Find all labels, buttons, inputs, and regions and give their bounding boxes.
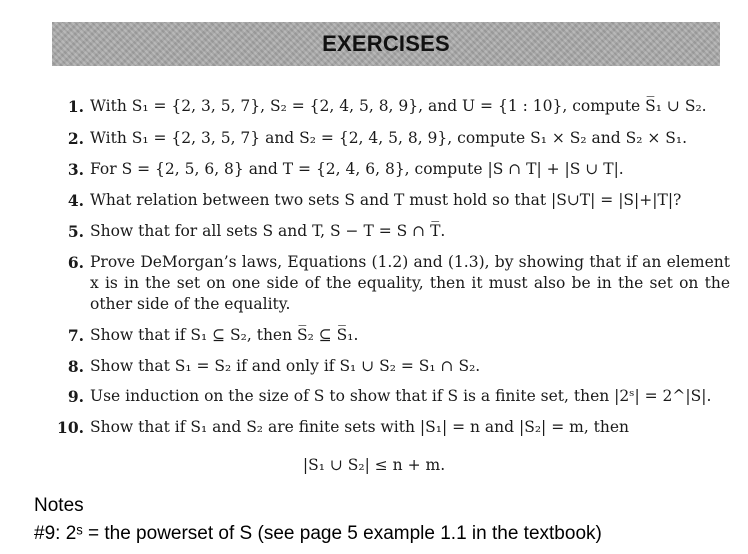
exercise-text: Show that if S₁ ⊆ S₂, then S̅₂ ⊆ S̅₁. [90, 326, 359, 344]
exercise-text: For S = {2, 5, 6, 8} and T = {2, 4, 6, 8}, compute |S ∩ T| + |S ∪ T|. [90, 160, 624, 178]
exercise-2 [40, 128, 730, 149]
exercise-8 [40, 356, 730, 377]
exercise-4 [40, 190, 730, 211]
exercise-number: 3. [67, 160, 84, 179]
exercise-number: 9. [67, 387, 84, 406]
exercise-text: Prove DeMorgan’s laws, Equations (1.2) and (1.3), by showing that if an element x is in the set on one side of the equality, then it must also be in the set on the other side of the equality. [90, 253, 730, 313]
exercise-text: Show that S₁ = S₂ if and only if S₁ ∪ S₂ = S₁ ∩ S₂. [90, 357, 481, 375]
exercise-7 [40, 325, 730, 346]
exercise-text: What relation between two sets S and T must hold so that |S∪T| = |S|+|T|? [90, 191, 682, 209]
exercise-number: 4. [67, 191, 84, 210]
exercise-3 [40, 159, 730, 180]
exercise-6 [40, 252, 730, 315]
exercises-banner [52, 22, 720, 66]
exercise-number: 7. [67, 326, 84, 345]
exercise-text: Use induction on the size of S to show that if S is a finite set, then |2ˢ| = 2^|S|. [90, 387, 712, 405]
exercise-number: 2. [67, 129, 84, 148]
exercise-number: 6. [67, 253, 84, 272]
exercise-number: 1. [67, 97, 84, 116]
exercise-10-formula: |S₁ ∪ S₂| ≤ n + m. [302, 456, 446, 474]
exercise-text: Show that if S₁ and S₂ are finite sets with |S₁| = n and |S₂| = m, then [90, 418, 630, 436]
exercise-9 [40, 386, 730, 407]
notes-item: #9: 2ˢ = the powerset of S (see page 5 example 1.1 in the textbook) [34, 523, 602, 544]
exercise-5 [40, 221, 730, 242]
exercise-10 [40, 417, 730, 438]
exercise-text: Show that for all sets S and T, S − T = S ∩ T̅. [90, 222, 446, 240]
exercises-title: EXERCISES [322, 31, 450, 56]
notes-title: Notes [34, 495, 84, 516]
exercise-1 [40, 96, 730, 117]
exercise-number: 8. [67, 357, 84, 376]
exercise-text: With S₁ = {2, 3, 5, 7} and S₂ = {2, 4, 5, 8, 9}, compute S₁ × S₂ and S₂ × S₁. [90, 129, 688, 147]
exercise-text: With S₁ = {2, 3, 5, 7}, S₂ = {2, 4, 5, 8, 9}, and U = {1 : 10}, compute S̅₁ ∪ S₂. [90, 97, 707, 115]
exercise-number: 5. [67, 222, 84, 241]
exercise-number: 10. [57, 418, 84, 437]
